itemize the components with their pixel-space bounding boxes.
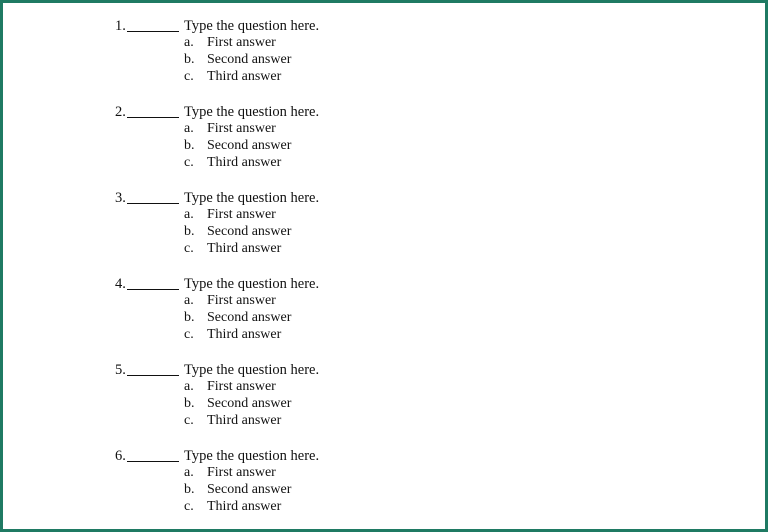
answer-letter: c. [184, 155, 194, 170]
answer-option [3, 395, 765, 413]
answer-letter: a. [184, 35, 194, 50]
question-text: Type the question here. [184, 448, 320, 464]
answer-option [3, 137, 765, 155]
answer-letter: c. [184, 413, 194, 428]
question-number: 5. [115, 362, 126, 378]
answer-letter: a. [184, 207, 194, 222]
answer-option [3, 51, 765, 69]
answer-letter: a. [184, 293, 194, 308]
question-line [3, 189, 765, 207]
answer-letter: c. [184, 69, 194, 84]
answer-letter: a. [184, 379, 194, 394]
question-text: Type the question here. [184, 276, 320, 292]
question-line [3, 447, 765, 465]
answer-text: Second answer [207, 224, 292, 239]
answer-option [3, 120, 765, 138]
answer-letter: b. [184, 482, 195, 497]
answer-text: Third answer [207, 327, 282, 342]
answer-letter: b. [184, 396, 195, 411]
answer-text: Second answer [207, 396, 292, 411]
question-line [3, 17, 765, 35]
question-text: Type the question here. [184, 190, 320, 206]
answer-letter: b. [184, 224, 195, 239]
answer-blank [127, 461, 179, 462]
answer-text: Third answer [207, 413, 282, 428]
question-line [3, 103, 765, 121]
answer-text: First answer [207, 35, 276, 50]
answer-letter: b. [184, 138, 195, 153]
answer-letter: c. [184, 241, 194, 256]
answer-letter: c. [184, 327, 194, 342]
answer-text: Third answer [207, 155, 282, 170]
answer-option [3, 154, 765, 172]
answer-text: First answer [207, 121, 276, 136]
answer-letter: b. [184, 52, 195, 67]
answer-option [3, 378, 765, 396]
answer-option [3, 481, 765, 499]
answer-text: Second answer [207, 482, 292, 497]
question-text: Type the question here. [184, 18, 320, 34]
question-number: 1. [115, 18, 126, 34]
answer-option [3, 309, 765, 327]
answer-option [3, 326, 765, 344]
question-number: 6. [115, 448, 126, 464]
answer-option [3, 206, 765, 224]
question-line [3, 361, 765, 379]
answer-blank [127, 203, 179, 204]
answer-option [3, 464, 765, 482]
answer-text: Second answer [207, 138, 292, 153]
answer-text: First answer [207, 379, 276, 394]
answer-option [3, 223, 765, 241]
question-number: 4. [115, 276, 126, 292]
answer-text: Third answer [207, 499, 282, 514]
answer-option [3, 412, 765, 430]
answer-blank [127, 117, 179, 118]
question-number: 3. [115, 190, 126, 206]
answer-option [3, 240, 765, 258]
answer-option [3, 292, 765, 310]
answer-letter: a. [184, 121, 194, 136]
answer-option [3, 498, 765, 516]
answer-option [3, 68, 765, 86]
question-line [3, 275, 765, 293]
answer-text: Third answer [207, 69, 282, 84]
answer-blank [127, 375, 179, 376]
answer-letter: b. [184, 310, 195, 325]
answer-text: Third answer [207, 241, 282, 256]
answer-text: First answer [207, 465, 276, 480]
answer-text: Second answer [207, 310, 292, 325]
question-text: Type the question here. [184, 362, 320, 378]
answer-text: First answer [207, 293, 276, 308]
answer-letter: c. [184, 499, 194, 514]
question-text: Type the question here. [184, 104, 320, 120]
question-number: 2. [115, 104, 126, 120]
answer-option [3, 34, 765, 52]
answer-blank [127, 31, 179, 32]
answer-letter: a. [184, 465, 194, 480]
answer-text: First answer [207, 207, 276, 222]
answer-text: Second answer [207, 52, 292, 67]
answer-blank [127, 289, 179, 290]
